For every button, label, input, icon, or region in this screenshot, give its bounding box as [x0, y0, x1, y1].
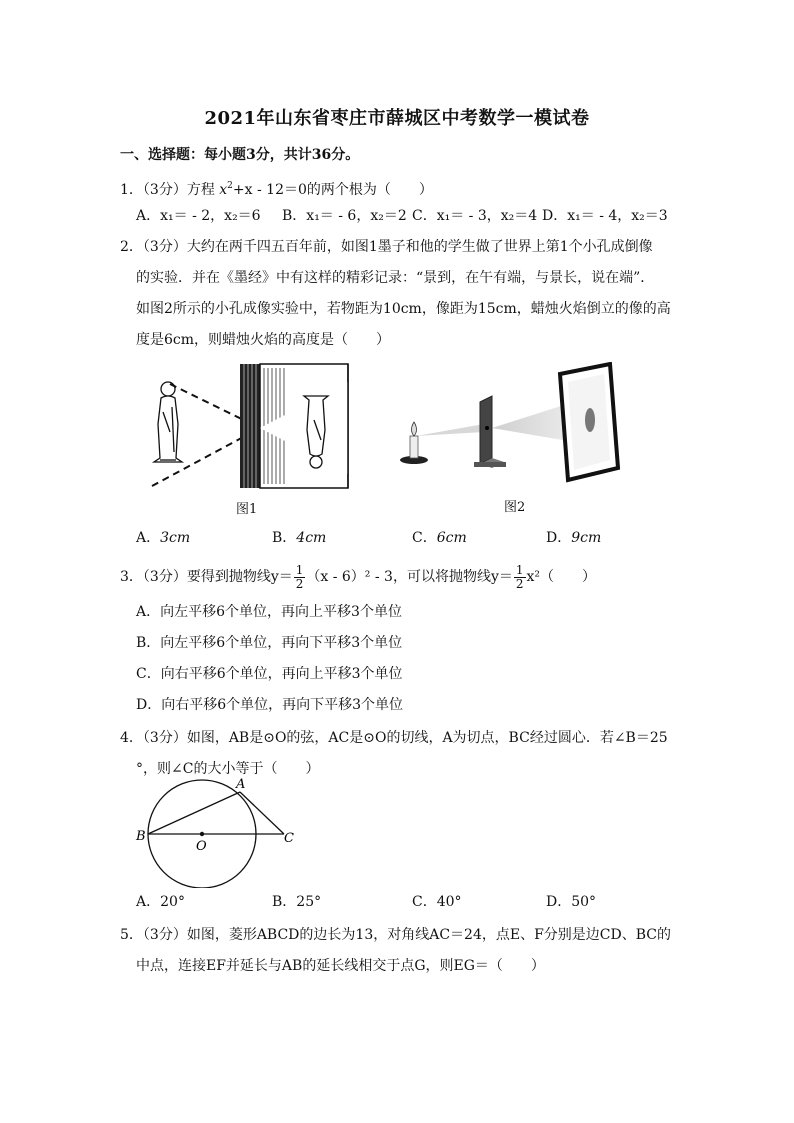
candle-icon [400, 422, 428, 464]
figure-2-candle-experiment [396, 362, 632, 492]
q3-option-c[interactable]: C．向右平移6个单位，再向上平移3个单位 [136, 666, 403, 682]
section-heading: 一、选择题：每小题3分，共计36分。 [120, 147, 360, 163]
q5-line-2: 中点，连接EF并延长与AB的延长线相交于点G，则EG＝（ ） [136, 958, 545, 974]
question-3 [120, 562, 596, 592]
q1-option-a[interactable]: A．x₁＝ - 2，x₂＝6 [136, 208, 261, 224]
q1-option-b[interactable]: B．x₁＝ - 6，x₂＝2 [282, 208, 407, 224]
q4-option-a[interactable]: A．20° [136, 894, 185, 910]
label-b: B [136, 829, 146, 844]
q3-tail: x²（ ） [526, 569, 597, 585]
person-icon [154, 382, 182, 462]
q3-option-b[interactable]: B．向左平移6个单位，再向下平移3个单位 [136, 635, 403, 651]
q1-option-d[interactable]: D．x₁＝ - 4，x₂＝3 [542, 208, 668, 224]
q1-prefix: 1．（3分）方程 [120, 182, 220, 198]
q4-line-2: °，则∠C的大小等于（ ） [136, 761, 320, 777]
q4-option-c[interactable]: C．40° [412, 894, 462, 910]
figure-q4-circle [134, 778, 304, 888]
q2-option-d[interactable]: D．9cm [546, 530, 602, 546]
figure-1-pinhole-camera [130, 362, 362, 492]
label-a: A [236, 778, 246, 792]
q2-option-a[interactable]: A．3cm [136, 530, 191, 546]
q4-option-b[interactable]: B．25° [272, 894, 322, 910]
q5-line-1: 5．（3分）如图，菱形ABCD的边长为13，对角线AC＝24，点E、F分别是边CD、BC的 [120, 927, 671, 943]
figure-2-caption: 图2 [504, 500, 526, 515]
q2-line-4: 度是6cm，则蜡烛火焰的高度是（ ） [136, 332, 391, 348]
q3-fraction-2: $\frac{1}{2}$ [515, 562, 524, 591]
q1-equation-tail: +x - 12＝0的两个根为（ ） [232, 182, 433, 198]
label-o: O [196, 839, 207, 854]
q4-option-d[interactable]: D．50° [546, 894, 597, 910]
q2-option-c[interactable]: C．6cm [412, 530, 467, 546]
label-c: C [284, 831, 294, 846]
q3-option-d[interactable]: D．向右平移6个单位，再向下平移3个单位 [136, 697, 404, 713]
q1-option-c[interactable]: C．x₁＝ - 3，x₂＝4 [412, 208, 538, 224]
q2-option-b[interactable]: B．4cm [272, 530, 327, 546]
q2-line-3: 如图2所示的小孔成像实验中，若物距为10cm，像距为15cm，蜡烛火焰倒立的像的高 [136, 301, 671, 317]
question-1: 1．（3分）方程 $x^2+x - 12=0$的两个根为（ ） [120, 181, 433, 198]
figure-1-caption: 图1 [236, 502, 258, 517]
q2-line-1: 2．（3分）大约在两千四五百年前，如图1墨子和他的学生做了世界上第1个小孔成倒像 [120, 239, 653, 255]
q3-fraction-1: $\frac{1}{2}$ [295, 562, 304, 591]
q3-prefix: 3．（3分）要得到抛物线y＝ [120, 569, 293, 585]
q2-line-2: 的实验．并在《墨经》中有这样的精彩记录：“景到，在午有端，与景长，说在端”． [136, 270, 655, 286]
page-title: 2021年山东省枣庄市薛城区中考数学一模试卷 [204, 108, 590, 129]
q4-line-1: 4．（3分）如图，AB是⊙O的弦，AC是⊙O的切线，A为切点，BC经过圆心．若∠B＝25 [120, 730, 668, 746]
q3-mid: （x - 6）² - 3，可以将抛物线y＝ [306, 569, 513, 585]
q3-option-a[interactable]: A．向左平移6个单位，再向上平移3个单位 [136, 604, 402, 620]
